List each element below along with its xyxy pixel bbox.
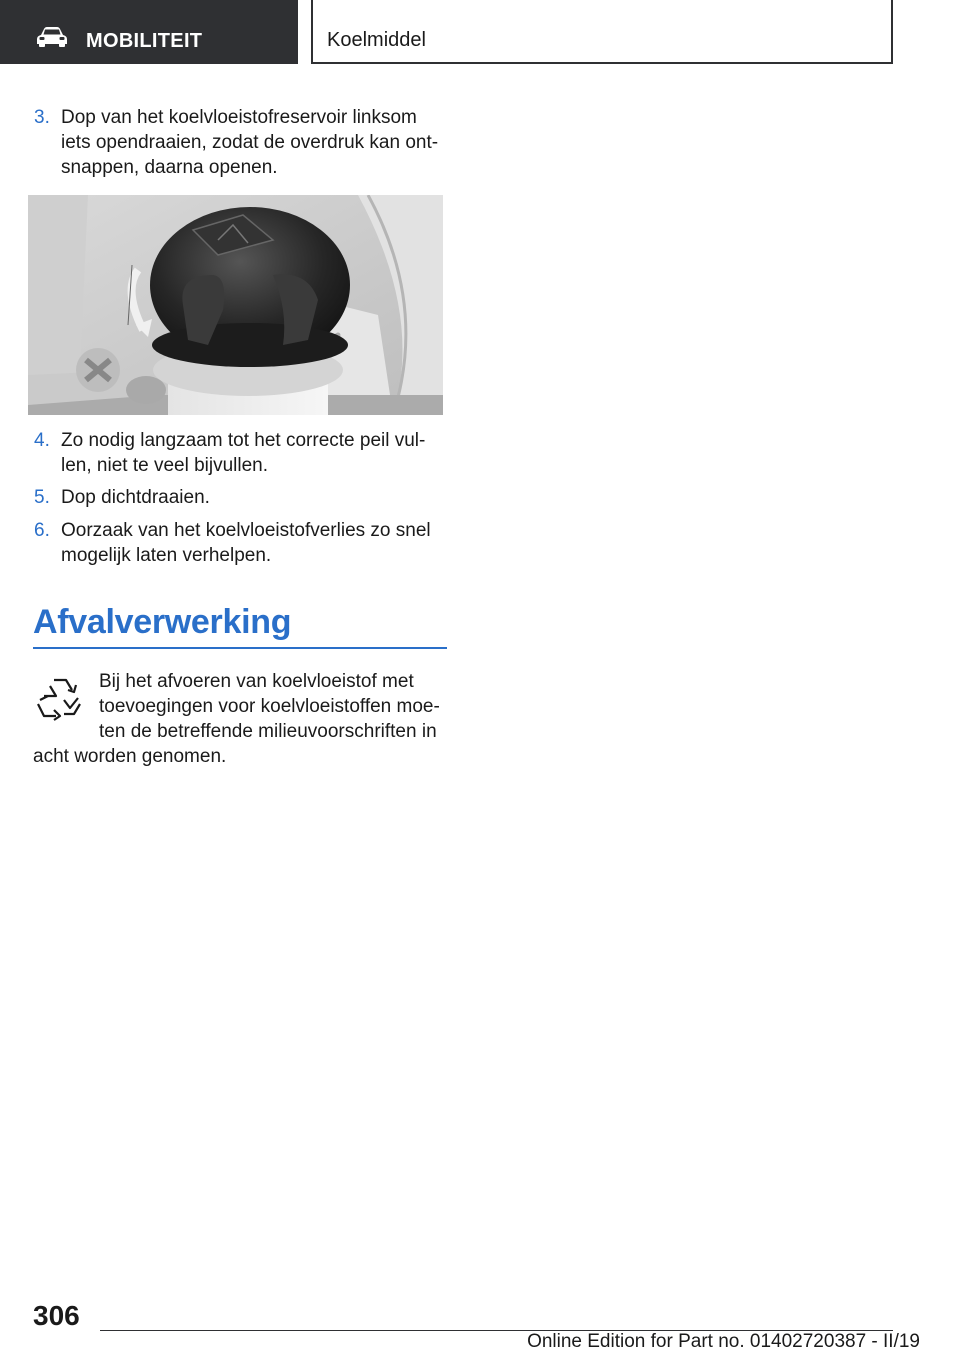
step-6 — [34, 518, 444, 568]
disposal-note — [33, 669, 445, 769]
step-5 — [34, 485, 444, 510]
step-3 — [34, 105, 444, 180]
chapter-label: MOBILITEIT — [86, 30, 203, 52]
topic-tab — [311, 0, 893, 64]
car-icon — [36, 26, 68, 48]
step-text: Oorzaak van het koelvloeistofverlies zo snel mogelijk laten verhelpen. — [61, 520, 431, 566]
step-text: Zo nodig langzaam tot het correcte peil vullen, niet te veel bijvullen. — [61, 430, 426, 476]
step-4 — [34, 428, 444, 478]
edition-text: Online Edition for Part no. 01402720387 - II/19 — [527, 1331, 920, 1352]
coolant-cap-illustration — [28, 195, 443, 415]
step-text: Dop dichtdraaien. — [61, 487, 210, 508]
step-text: Dop van het koelvloeistofreservoir linksom iets opendraaien, zodat de overdruk kan ontsnappen, daarna openen. — [61, 107, 439, 178]
step-number: 3. — [34, 107, 50, 128]
step-number: 6. — [34, 520, 50, 541]
recycle-icon — [34, 674, 86, 726]
page-number: 306 — [33, 1300, 80, 1331]
step-number: 5. — [34, 487, 50, 508]
disposal-note-text: Bij het afvoeren van koelvloeistof met toevoegingen voor koelvloeistoffen moeten de betreffende milieuvoorschriften in acht worden genomen. — [33, 671, 440, 767]
step-number: 4. — [34, 430, 50, 451]
chapter-tab — [0, 0, 298, 64]
section-title: Afvalverwerking — [33, 603, 292, 641]
topic-label: Koelmiddel — [327, 29, 426, 51]
section-divider — [33, 647, 447, 649]
